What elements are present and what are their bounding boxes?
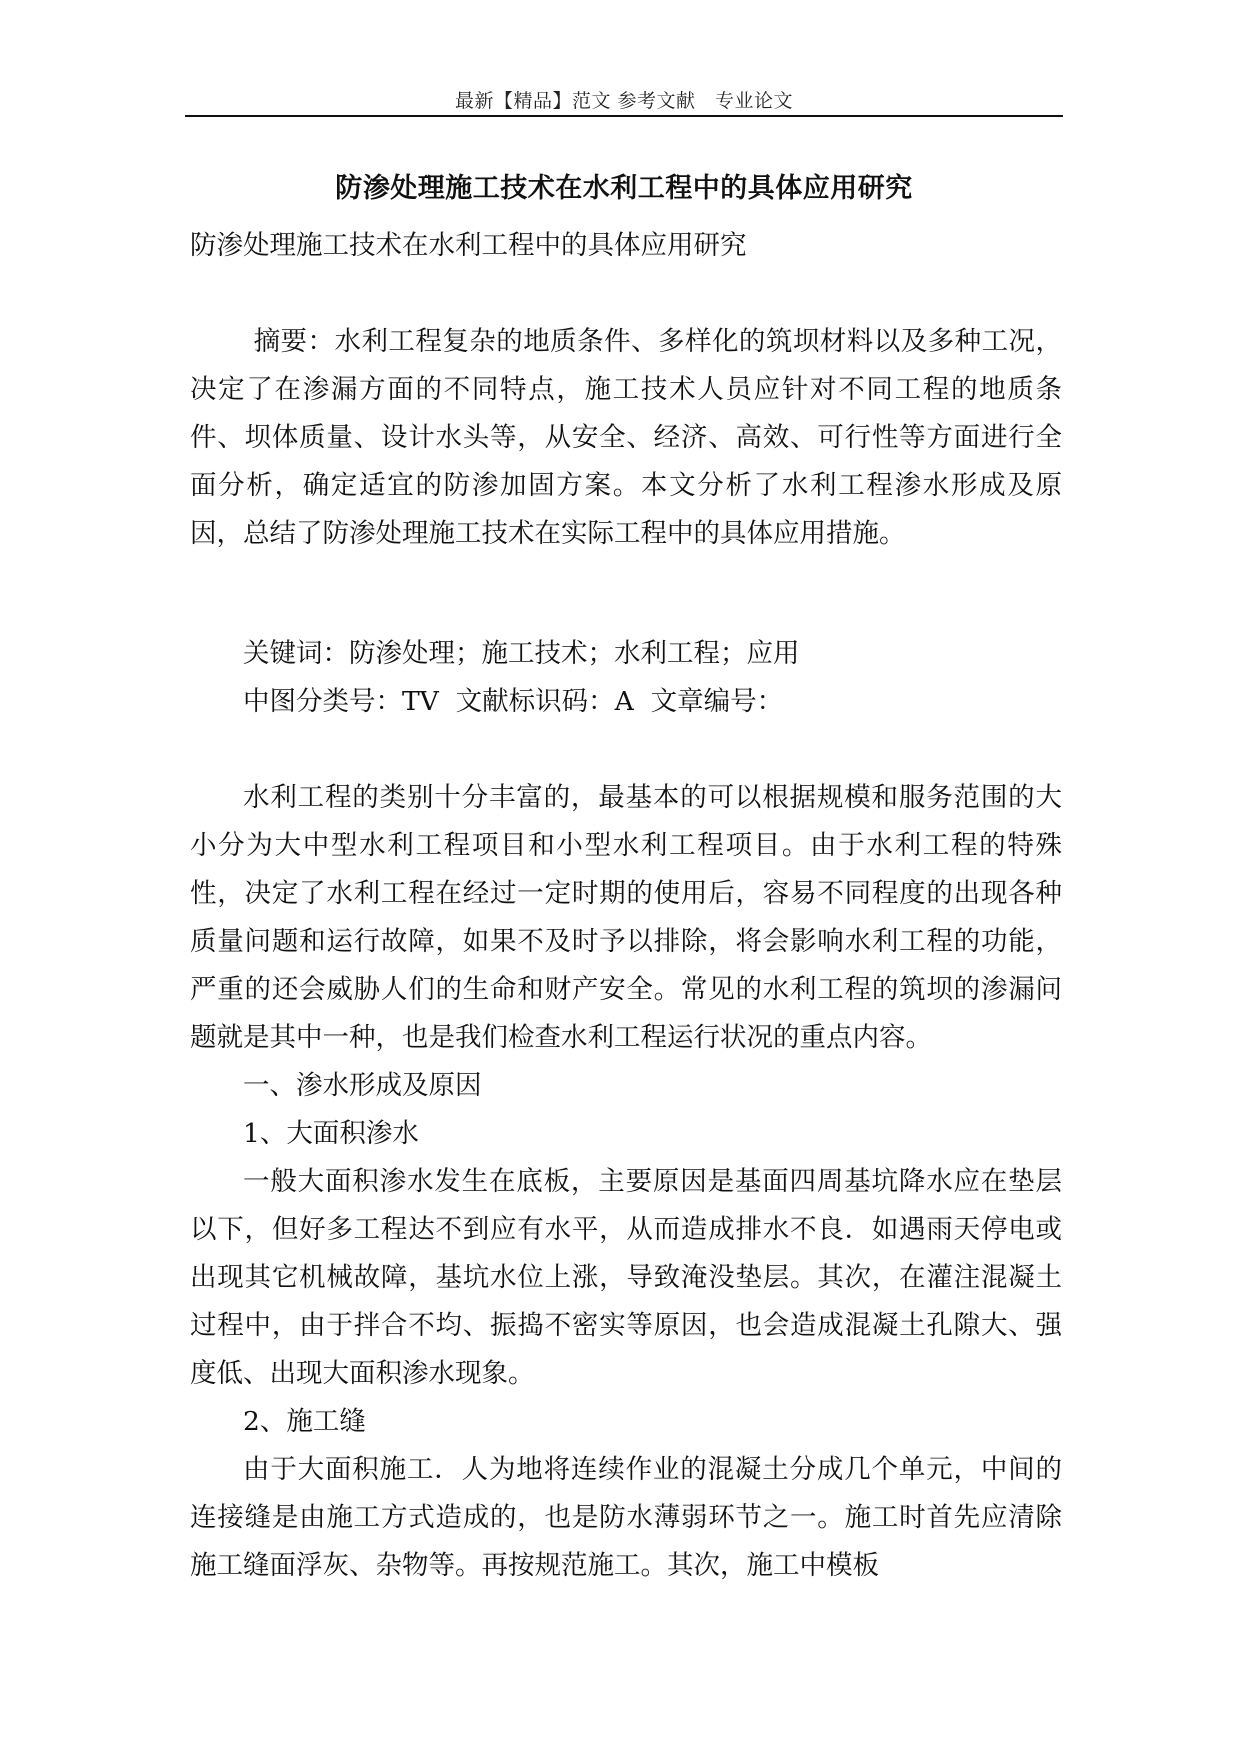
spacer <box>190 558 1062 630</box>
document-subtitle: 防渗处理施工技术在水利工程中的具体应用研究 <box>190 230 747 261</box>
classification-line: 中图分类号：TV 文献标识码：A 文章编号： <box>243 686 784 717</box>
intro-paragraph: 水利工程的类别十分丰富的，最基本的可以根据规模和服务范围的大小分为大中型水利工程项目和小型水利工程项目。由于水利工程的特殊性，决定了水利工程在经过一定时期的使用后，容易不同程度的出现各种质量问题和运行故障，如果不及时予以排除，将会影响水利工程的功能，严重的还会威胁人们的生命和财产安全。常见的水利工程的筑坝的渗漏问题就是其中一种，也是我们检查水利工程运行状况的重点内容。 <box>190 782 1062 1053</box>
abstract-paragraph: 摘要：水利工程复杂的地质条件、多样化的筑坝材料以及多种工况，决定了在渗漏方面的不同特点，施工技术人员应针对不同工程的地质条件、坝体质量、设计水头等，从安全、经济、高效、可行性等方面进行全面分析，确定适宜的防渗加固方案。本文分析了水利工程渗水形成及原因，总结了防渗处理施工技术在实际工程中的具体应用措施。 <box>190 326 1062 549</box>
spacer <box>190 726 1062 774</box>
running-header: 最新【精品】范文 参考文献 专业论文 <box>454 90 794 112</box>
subsection-heading: 2、施工缝 <box>243 1406 366 1437</box>
document-title: 防渗处理施工技术在水利工程中的具体应用研究 <box>335 173 913 204</box>
body-paragraph: 由于大面积施工．人为地将连续作业的混凝土分成几个单元，中间的连接缝是由施工方式造成的，也是防水薄弱环节之一。施工时首先应清除施工缝面浮灰、杂物等。再按规范施工。其次，施工中模板 <box>190 1454 1062 1581</box>
subsection-heading: 1、大面积渗水 <box>243 1118 419 1149</box>
body-paragraph: 一般大面积渗水发生在底板，主要原因是基面四周基坑降水应在垫层以下，但好多工程达不到应有水平，从而造成排水不良．如遇雨天停电或出现其它机械故障，基坑水位上涨，导致淹没垫层。其次，在灌注混凝土过程中，由于拌合不均、振捣不密实等原因，也会造成混凝土孔隙大、强度低、出现大面积渗水现象。 <box>190 1166 1062 1389</box>
section-heading: 一、渗水形成及原因 <box>243 1070 482 1101</box>
document-body <box>190 222 1062 1590</box>
header-rule <box>185 115 1063 117</box>
spacer <box>190 270 1062 318</box>
keywords-line: 关键词：防渗处理；施工技术；水利工程；应用 <box>243 638 800 669</box>
